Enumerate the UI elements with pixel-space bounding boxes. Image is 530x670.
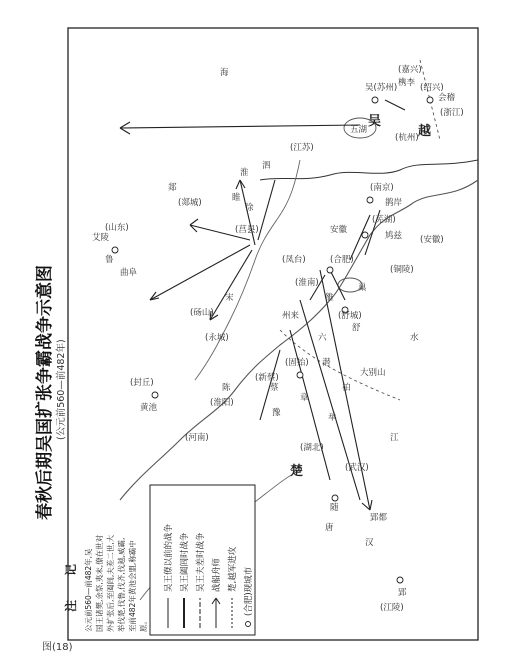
label-luo: 雒 bbox=[325, 293, 334, 303]
map-title: 春秋后期吴国扩张争霸战争示意图 bbox=[35, 265, 55, 520]
label-henan: (河南) bbox=[185, 433, 209, 443]
marker-gushi bbox=[297, 372, 303, 378]
label-bai: 柏 bbox=[342, 383, 351, 393]
label-song: 宋 bbox=[225, 293, 234, 303]
svg-text:楚,越军进攻: 楚,越军进攻 bbox=[228, 546, 238, 592]
label-jiuzi: 鸠兹 bbox=[385, 231, 403, 241]
label-zhuangzhi: (芜湖) bbox=[372, 215, 396, 225]
label-suzhou: 吴(苏州) bbox=[365, 83, 398, 93]
label-si: 泗 bbox=[262, 161, 271, 171]
label-zuili: 槜李 bbox=[398, 78, 416, 88]
label-chu: 楚 bbox=[290, 464, 304, 479]
label-wu: 吴 bbox=[368, 114, 382, 129]
label-hefei: (合肥) bbox=[330, 255, 354, 265]
label-qufu: 曲阜 bbox=[120, 268, 138, 278]
label-chaohu: 巢 bbox=[358, 283, 367, 293]
marker-hefei bbox=[327, 267, 333, 273]
place-labels bbox=[92, 64, 464, 613]
marker-wuhu bbox=[362, 232, 368, 238]
yue-arrow bbox=[385, 100, 405, 110]
label-han: 汉 bbox=[365, 538, 374, 548]
label-huangchi: 黄池 bbox=[140, 403, 158, 413]
label-fengtai: (凤台) bbox=[282, 255, 306, 265]
label-anhui2: (安徽) bbox=[420, 235, 444, 245]
sea-expedition-arrow bbox=[120, 125, 360, 128]
label-zhejiang: (浙江) bbox=[440, 108, 464, 118]
label-yu: 豫 bbox=[272, 408, 281, 418]
map-subtitle: (公元前560—前482年) bbox=[56, 339, 67, 440]
label-kuaiji: 会稽 bbox=[438, 93, 456, 103]
marker-shaoxing bbox=[427, 97, 433, 103]
note-line-6: 原。 bbox=[139, 617, 148, 632]
label-hangzhou: (杭州) bbox=[395, 133, 419, 143]
note-line-1: 公元前560—前482年,吴 bbox=[84, 548, 93, 632]
label-shu: 舒 bbox=[352, 323, 361, 333]
marker-huangchi bbox=[152, 392, 158, 398]
label-shui: 水 bbox=[410, 333, 419, 343]
coastline bbox=[260, 160, 478, 180]
label-liu: 六 bbox=[318, 333, 327, 343]
label-ying: 郢 bbox=[398, 588, 407, 598]
label-zhang: 章 bbox=[300, 393, 309, 403]
label-jiangling: (江陵) bbox=[380, 603, 404, 613]
marker-lu bbox=[112, 247, 118, 253]
label-huaiyang: (淮阳) bbox=[210, 398, 234, 408]
note-line-2: 国王诸樊,余祭,夷末,僚在世对 bbox=[95, 534, 104, 632]
label-chen: 陈 bbox=[222, 383, 231, 393]
label-aili: 艾陵 bbox=[92, 233, 110, 243]
yangtze-river bbox=[120, 180, 478, 500]
note-title: 注 记 bbox=[64, 563, 78, 612]
label-yongcheng: (永城) bbox=[205, 333, 229, 343]
label-wuhu-lake: 五湖 bbox=[350, 125, 368, 135]
label-xu: 徐 bbox=[245, 203, 254, 213]
label-hubei: (湖北) bbox=[300, 443, 324, 453]
label-tan: 郯 bbox=[168, 183, 177, 193]
label-shaoxing: (绍兴) bbox=[420, 83, 444, 93]
north-arrow-2 bbox=[150, 245, 250, 300]
figure-label: 图(18) bbox=[42, 642, 73, 653]
label-jiangsu: (江苏) bbox=[290, 143, 314, 153]
label-wuhan: (武汉) bbox=[345, 463, 369, 473]
label-nanjing: (南京) bbox=[370, 183, 394, 193]
svg-text:吴王阖闾时战争: 吴王阖闾时战争 bbox=[180, 532, 190, 592]
label-huai: 淮 bbox=[240, 168, 249, 178]
marker-sui bbox=[332, 495, 338, 501]
label-shandong: (山东) bbox=[105, 223, 129, 233]
marker-suzhou bbox=[372, 97, 378, 103]
label-sui: 随 bbox=[330, 503, 339, 513]
svg-text:(合肥)现城市: (合肥)现城市 bbox=[244, 566, 254, 616]
label-qian: 潜 bbox=[322, 358, 331, 368]
label-tancheng: (郯城) bbox=[178, 198, 202, 208]
label-ju: 举 bbox=[328, 413, 337, 423]
label-sui-river: 睢 bbox=[232, 193, 241, 203]
label-anhui1: 安徽 bbox=[330, 225, 348, 235]
note-block bbox=[63, 534, 148, 632]
marker-nanjing bbox=[367, 197, 373, 203]
svg-text:吴王僚以前的战争: 吴王僚以前的战争 bbox=[164, 523, 174, 592]
huai-river bbox=[195, 160, 300, 380]
west-arrow-3 bbox=[290, 330, 330, 480]
north-arrow-5 bbox=[258, 180, 275, 240]
label-huainan: (淮南) bbox=[295, 278, 319, 288]
label-tongling: (铜陵) bbox=[390, 265, 414, 275]
label-tang: 唐 bbox=[325, 523, 334, 533]
label-dangshan: (砀山) bbox=[190, 308, 214, 318]
label-sea: 海 bbox=[220, 68, 229, 78]
label-quechao: 鹊岸 bbox=[385, 198, 403, 208]
note-line-3: 外扩张后,至阖闾,夫差二世,大 bbox=[106, 534, 115, 632]
label-yingdu: 郢都 bbox=[370, 513, 388, 523]
label-cai: 蔡 bbox=[270, 383, 279, 393]
label-jiaxing: (嘉兴) bbox=[398, 65, 422, 75]
label-gushi: (固始) bbox=[285, 358, 309, 368]
svg-text:战船舟师: 战船舟师 bbox=[212, 557, 222, 592]
label-lu: 鲁 bbox=[105, 255, 114, 265]
marker-ying bbox=[397, 577, 403, 583]
label-xincai: (新蔡) bbox=[255, 373, 279, 383]
note-line-4: 举伐楚,伐鲁,伐齐,伐越,威霸, bbox=[117, 537, 126, 632]
label-shucheng: (舒城) bbox=[338, 311, 362, 321]
label-juxian: (莒县) bbox=[235, 225, 259, 235]
label-jiang: 江 bbox=[390, 433, 399, 443]
label-zhoulai: 州来 bbox=[282, 311, 300, 321]
svg-text:吴王夫差时战争: 吴王夫差时战争 bbox=[196, 532, 206, 592]
label-yue: 越 bbox=[418, 124, 432, 139]
label-fengqiu: (封丘) bbox=[130, 378, 154, 388]
note-line-5: 至前482年黄池会盟,称霸中 bbox=[128, 540, 137, 632]
label-dabieshan: 大别山 bbox=[360, 368, 386, 378]
